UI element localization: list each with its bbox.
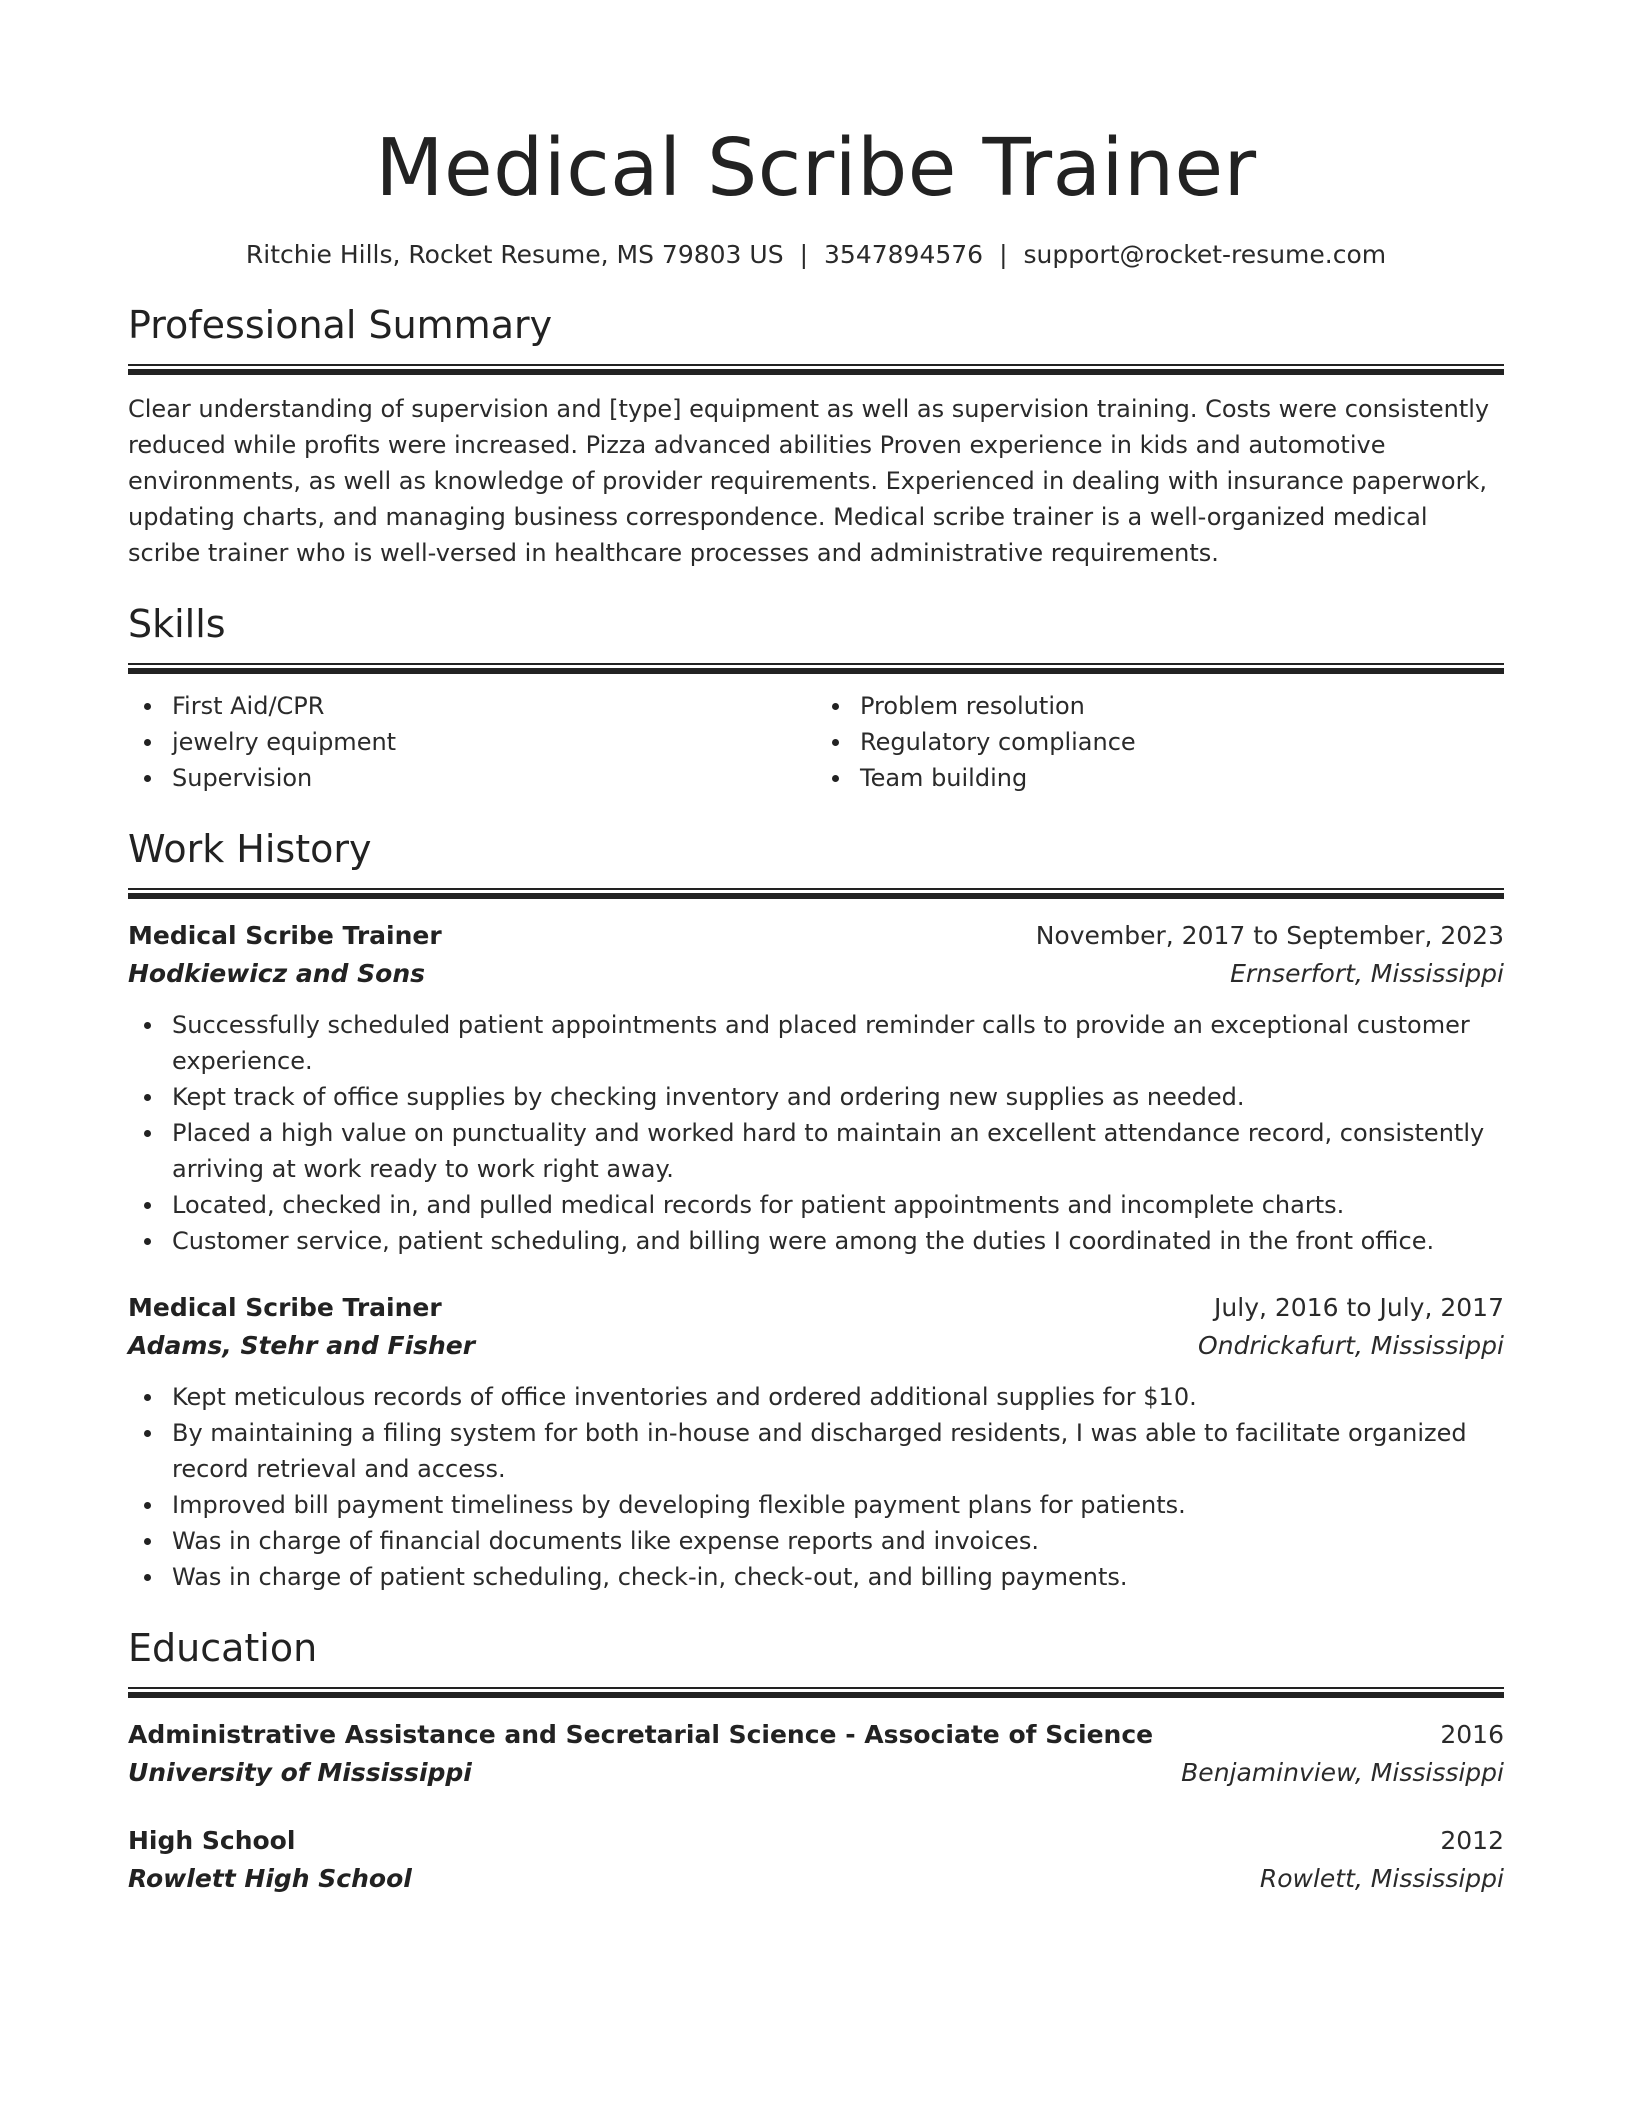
section-divider	[128, 364, 1504, 375]
education-entry	[128, 1716, 1504, 1792]
job-company: Hodkiewicz and Sons	[128, 959, 426, 988]
section-divider	[128, 888, 1504, 899]
contact-separator: |	[999, 240, 1008, 269]
section-divider	[128, 663, 1504, 674]
contact-line	[128, 238, 1504, 272]
section-divider	[128, 1687, 1504, 1698]
job-title: Medical Scribe Trainer	[128, 1293, 442, 1322]
job-location: Ondrickafurt, Mississippi	[1198, 1331, 1504, 1360]
education-entry	[128, 1822, 1504, 1898]
job-company: Adams, Stehr and Fisher	[128, 1331, 476, 1360]
education-degree: High School	[128, 1826, 296, 1855]
job-location: Ernserfort, Mississippi	[1230, 959, 1504, 988]
education-degree: Administrative Assistance and Secretarial Science - Associate of Science	[128, 1720, 1154, 1749]
job-title: Medical Scribe Trainer	[128, 921, 442, 950]
education-school: University of Mississippi	[128, 1758, 472, 1787]
job-duty: Kept track of office supplies by checking inventory and ordering new supplies as needed.	[128, 1079, 1504, 1115]
job-dates: July, 2016 to July, 2017	[1214, 1293, 1504, 1322]
skill-item: Regulatory compliance	[816, 724, 1504, 760]
contact-phone: 3547894576	[824, 240, 984, 269]
job-duties-list	[128, 1007, 1504, 1259]
job-duty: Customer service, patient scheduling, and billing were among the duties I coordinated in the front office.	[128, 1223, 1504, 1259]
skills-column-left	[128, 688, 816, 796]
skills-column-right	[816, 688, 1504, 796]
work-history-heading: Work History	[128, 827, 372, 871]
job-duty: Kept meticulous records of office inventories and ordered additional supplies for $10.	[128, 1379, 1504, 1415]
skill-item: jewelry equipment	[128, 724, 816, 760]
skill-item: Team building	[816, 760, 1504, 796]
education-year: 2016	[1440, 1720, 1504, 1749]
education-location: Benjaminview, Mississippi	[1181, 1758, 1504, 1787]
education-section	[128, 1625, 1504, 1898]
skills-heading: Skills	[128, 602, 226, 646]
education-location: Rowlett, Mississippi	[1259, 1864, 1504, 1893]
education-year: 2012	[1440, 1826, 1504, 1855]
skill-item: Supervision	[128, 760, 816, 796]
skill-item: Problem resolution	[816, 688, 1504, 724]
job-duty: Was in charge of financial documents like expense reports and invoices.	[128, 1523, 1504, 1559]
job-entry	[128, 1289, 1504, 1595]
job-entry	[128, 917, 1504, 1259]
job-duty: By maintaining a filing system for both in-house and discharged residents, I was able to facilitate organized record retrieval and access.	[128, 1415, 1504, 1487]
job-duty: Was in charge of patient scheduling, check-in, check-out, and billing payments.	[128, 1559, 1504, 1595]
summary-text: Clear understanding of supervision and [type] equipment as well as supervision training. Costs were consistently reduced while profits were increased. Pizza advanced abilities Proven experience in kids and automotive environments, as well as knowledge of provider requirements. Experienced in dealing with insurance paperwork, updating charts, and managing business correspondence. Medical scribe trainer is a well-organized medical scribe trainer who is well-versed in healthcare processes and administrative requirements.	[128, 395, 1490, 567]
work-history-section	[128, 826, 1504, 1595]
job-duties-list	[128, 1379, 1504, 1595]
contact-email: support@rocket-resume.com	[1023, 240, 1387, 269]
job-dates: November, 2017 to September, 2023	[1035, 921, 1504, 950]
skills-section	[128, 601, 1504, 796]
education-heading: Education	[128, 1626, 318, 1670]
job-duty: Successfully scheduled patient appointments and placed reminder calls to provide an exceptional customer experience.	[128, 1007, 1504, 1079]
job-duty: Located, checked in, and pulled medical records for patient appointments and incomplete charts.	[128, 1187, 1504, 1223]
summary-heading: Professional Summary	[128, 303, 553, 347]
contact-separator: |	[799, 240, 809, 269]
summary-section	[128, 302, 1504, 571]
job-duty: Placed a high value on punctuality and worked hard to maintain an excellent attendance record, consistently arriving at work ready to work right away.	[128, 1115, 1504, 1187]
contact-address: Ritchie Hills, Rocket Resume, MS 79803 US	[245, 240, 784, 269]
skills-grid	[128, 688, 1504, 796]
education-school: Rowlett High School	[128, 1864, 412, 1893]
skill-item: First Aid/CPR	[128, 688, 816, 724]
resume-name: Medical Scribe Trainer	[375, 122, 1257, 214]
job-duty: Improved bill payment timeliness by developing flexible payment plans for patients.	[128, 1487, 1504, 1523]
